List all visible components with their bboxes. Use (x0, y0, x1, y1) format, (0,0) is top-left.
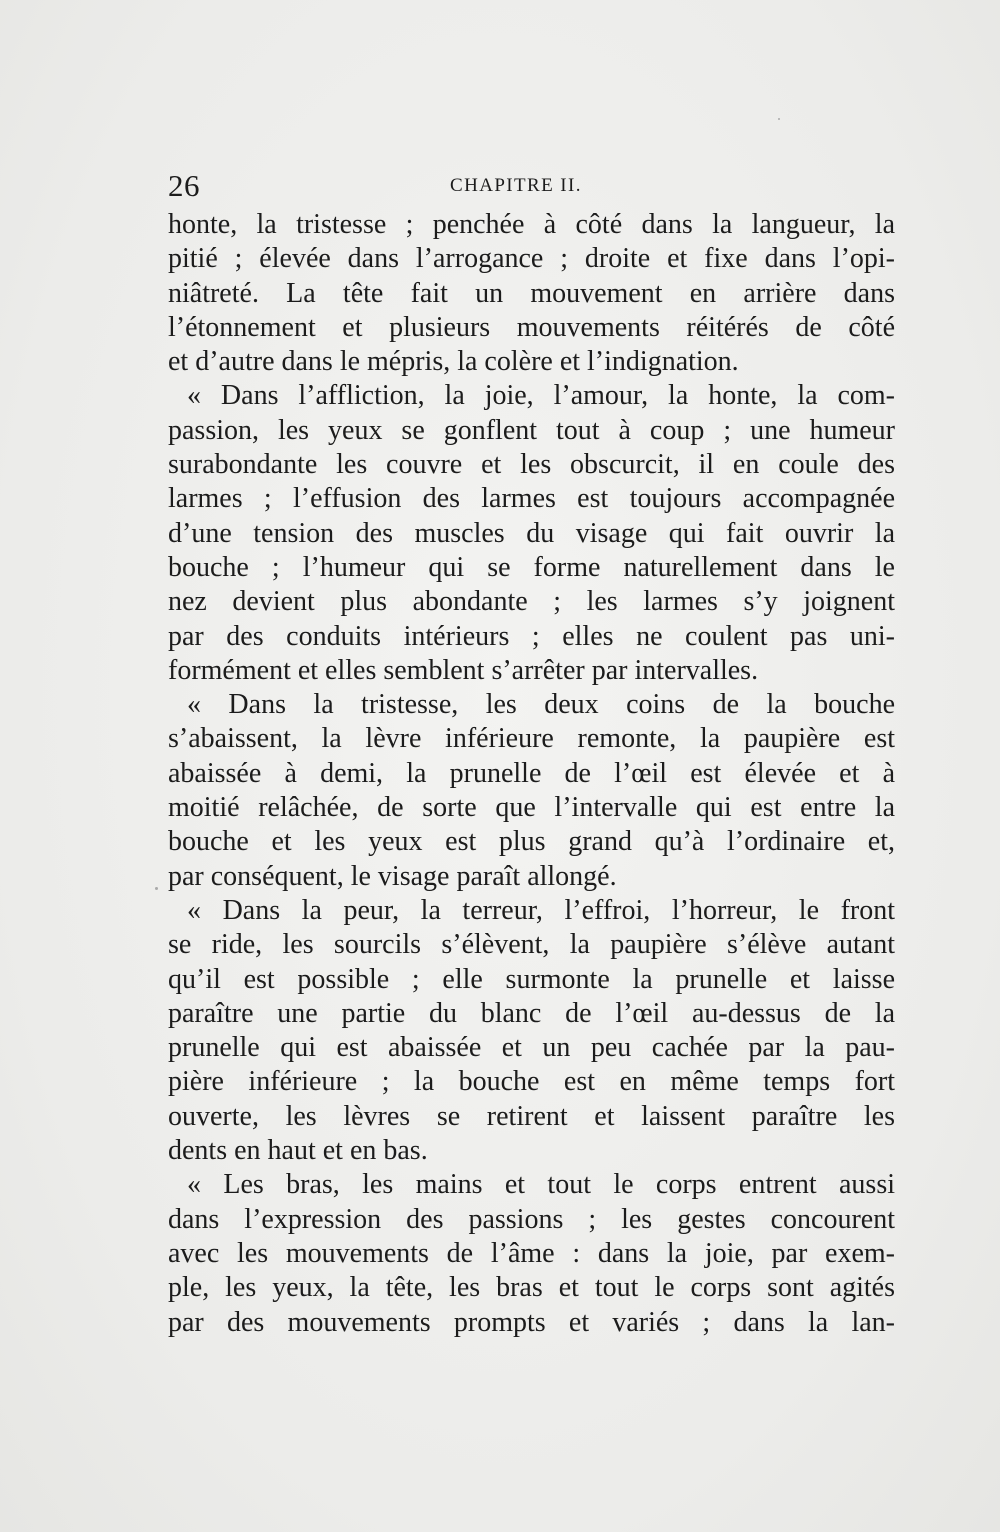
text-line: l’étonnement et plusieurs mouvements réitérés de côté (168, 311, 895, 343)
text-line: dents en haut et en bas. (168, 1135, 428, 1167)
text-line: se ride, les sourcils s’élèvent, la paupière s’élève autant (168, 929, 895, 961)
text-line: nez devient plus abondante ; les larmes s’y joignent (168, 586, 895, 618)
page-header (168, 168, 896, 208)
text-line: honte, la tristesse ; penchée à côté dans la langueur, la (168, 209, 895, 240)
text-line: avec les mouvements de l’âme : dans la joie, par exem- (168, 1237, 895, 1269)
text-line: dans l’expression des passions ; les gestes concourent (168, 1203, 895, 1235)
body-text (168, 208, 895, 1340)
text-line: bouche ; l’humeur qui se forme naturellement dans le (168, 551, 895, 583)
text-line: paraître une partie du blanc de l’œil au-dessus de la (168, 997, 895, 1029)
text-line: « Dans la tristesse, les deux coins de la bouche (187, 689, 895, 721)
text-line: d’une tension des muscles du visage qui fait ouvrir la (168, 517, 895, 549)
paper-speck (778, 118, 780, 120)
text-line: par des conduits intérieurs ; elles ne coulent pas uni- (168, 620, 895, 652)
text-line: bouche et les yeux est plus grand qu’à l’ordinaire et, (168, 826, 895, 858)
text-line: « Dans l’affliction, la joie, l’amour, la honte, la com- (187, 380, 895, 412)
text-line: moitié relâchée, de sorte que l’intervalle qui est entre la (168, 792, 895, 824)
page-number: 26 (168, 168, 200, 203)
text-line: prunelle qui est abaissée et un peu cachée par la pau- (168, 1032, 895, 1064)
text-line: « Les bras, les mains et tout le corps entrent aussi (187, 1169, 895, 1201)
text-line: « Dans la peur, la terreur, l’effroi, l’horreur, le front (187, 894, 895, 926)
running-head: CHAPITRE II. (450, 175, 582, 196)
text-line: et d’autre dans le mépris, la colère et l’indignation. (168, 346, 739, 378)
text-line: larmes ; l’effusion des larmes est toujours accompagnée (168, 483, 895, 515)
text-line: passion, les yeux se gonflent tout à coup ; une humeur (168, 414, 895, 446)
text-line: niâtreté. La tête fait un mouvement en arrière dans (168, 277, 895, 309)
text-line: par des mouvements prompts et variés ; dans la lan- (168, 1306, 895, 1338)
text-line: ouverte, les lèvres se retirent et laissent paraître les (168, 1100, 895, 1132)
text-line: pitié ; élevée dans l’arrogance ; droite et fixe dans l’opi- (168, 243, 895, 275)
text-line: abaissée à demi, la prunelle de l’œil est élevée et à (168, 757, 895, 789)
text-line: formément et elles semblent s’arrêter par intervalles. (168, 654, 759, 686)
text-line: surabondante les couvre et les obscurcit, il en coule des (168, 449, 895, 481)
text-line: par conséquent, le visage paraît allongé. (168, 860, 617, 892)
paper-speck (155, 887, 158, 890)
text-line: ple, les yeux, la tête, les bras et tout le corps sont agités (168, 1272, 895, 1304)
text-line: pière inférieure ; la bouche est en même temps fort (168, 1066, 895, 1098)
text-line: qu’il est possible ; elle surmonte la prunelle et laisse (168, 963, 895, 995)
text-line: s’abaissent, la lèvre inférieure remonte, la paupière est (168, 723, 895, 755)
